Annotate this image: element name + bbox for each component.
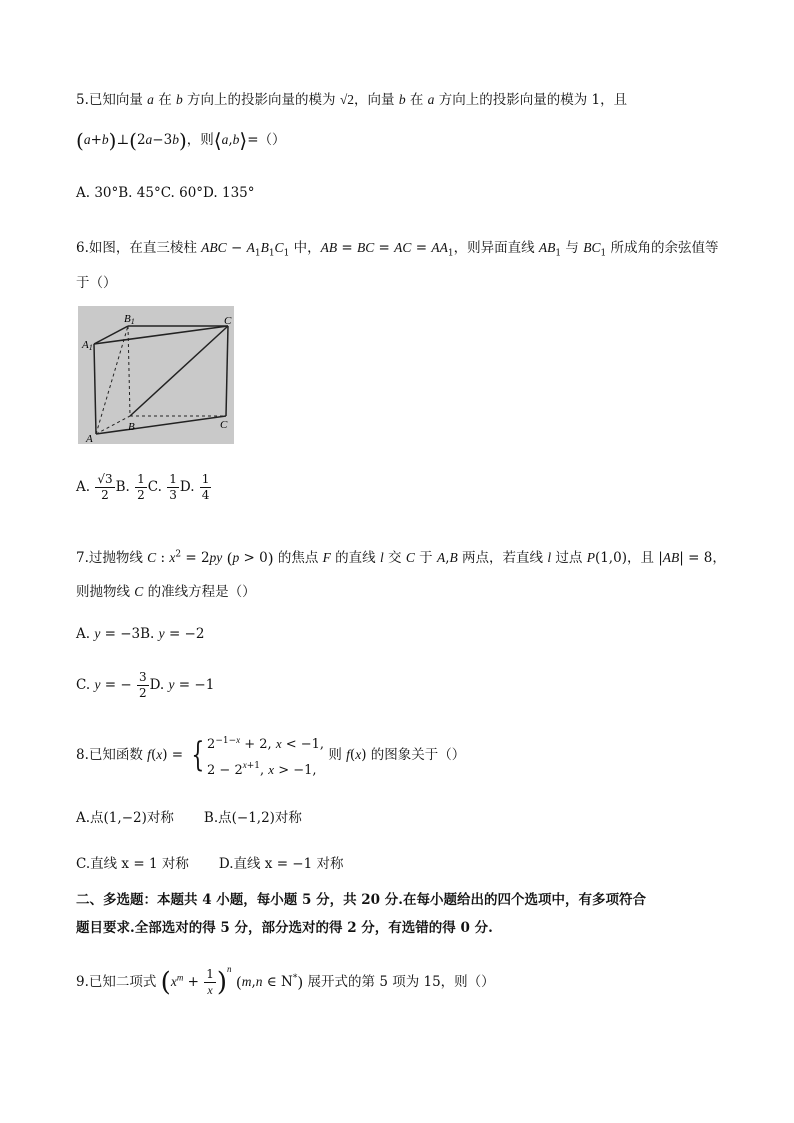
svg-text:A1: A1 (82, 339, 93, 352)
q8-option-c: C.直线 x = 1 对称 (76, 856, 189, 872)
section2-line1: 二、多选题：本题共 4 小题，每小题 5 分，共 20 分.在每小题给出的四个选项中，有多项符合 (76, 892, 646, 908)
q9-fraction: $\frac{1}{x}$ (206, 967, 214, 997)
q8-line: 8.已知函数 f(x) = { $2^{-1-x} + 2$, x < −1, $2 - 2^{x+1}$, x > −1, 则 f(x) 的图象关于（） (76, 735, 466, 778)
q7-options-cd: C. y = − $\frac{3}{2}$ D. y = −1 (76, 670, 215, 700)
prism-figure (78, 306, 234, 444)
q8-option-a: A.点(1,−2)对称 (76, 810, 174, 826)
option-d-fraction: $\frac{1}{4}$ (201, 472, 210, 502)
q8-option-b: B.点(−1,2)对称 (203, 810, 302, 826)
q5-line1: 5.已知向量 a 在 b 方向上的投影向量的模为 √2，向量 b 在 a 方向上的投影向量的模为 1，且 (76, 92, 628, 108)
q8-options-cd (76, 852, 344, 872)
section2-line2: 题目要求.全部选对的得 5 分，部分选对的得 2 分，有选错的得 0 分. (76, 920, 493, 936)
svg-text:B: B (128, 421, 135, 433)
q5-options: A. 30°B. 45°C. 60°D. 135° (76, 185, 255, 201)
q6-line1: 6.如图，在直三棱柱 ABC − $A_1B_1C_1$ 中，AB = BC = AC = $AA_1$，则异面直线 $AB_1$ 与 $BC_1$ 所成角的余弦值等 (76, 240, 719, 259)
option-b-fraction: $\frac{1}{2}$ (137, 472, 145, 502)
q7-line1: 7.过抛物线 C : $x^2 = 2py$ (p > 0) 的焦点 F 的直线 l 交 C 于 A,B 两点，若直线 l 过点 P(1,0)，且 |AB| = 8， (76, 549, 726, 568)
option-a-fraction: $\frac{√3}{2}$ (97, 472, 113, 502)
svg-text:A: A (86, 433, 93, 444)
q6-line2: 于（） (76, 275, 117, 291)
q5-line2: (a+b)⊥(2a−3b)，则⟨a,b⟩=（） (76, 128, 286, 153)
q8-option-d: D.直线 x = −1 对称 (218, 856, 344, 872)
svg-text:B1: B1 (124, 313, 135, 326)
q7-options-ab: A. y = −3B. y = −2 (76, 626, 205, 642)
svg-text:C: C (224, 315, 232, 327)
q9-line: 9.已知二项式 ($x^m$ + $\frac{1}{x}$ )$^n$ (m,n ∈ N*) 展开式的第 5 项为 15，则（） (76, 964, 495, 998)
q8-options-ab (76, 806, 302, 826)
option-c-fraction: $\frac{3}{2}$ (138, 670, 147, 700)
svg-text:C: C (220, 419, 228, 431)
q6-options: A. $\frac{√3}{2}$ B. $\frac{1}{2}$ C. $\frac{1}{3}$ D. $\frac{1}{4}$ (76, 472, 210, 502)
q7-line2: 则抛物线 C 的准线方程是（） (76, 584, 256, 600)
option-c-fraction: $\frac{1}{3}$ (169, 472, 177, 502)
prism-diagram (78, 306, 234, 444)
